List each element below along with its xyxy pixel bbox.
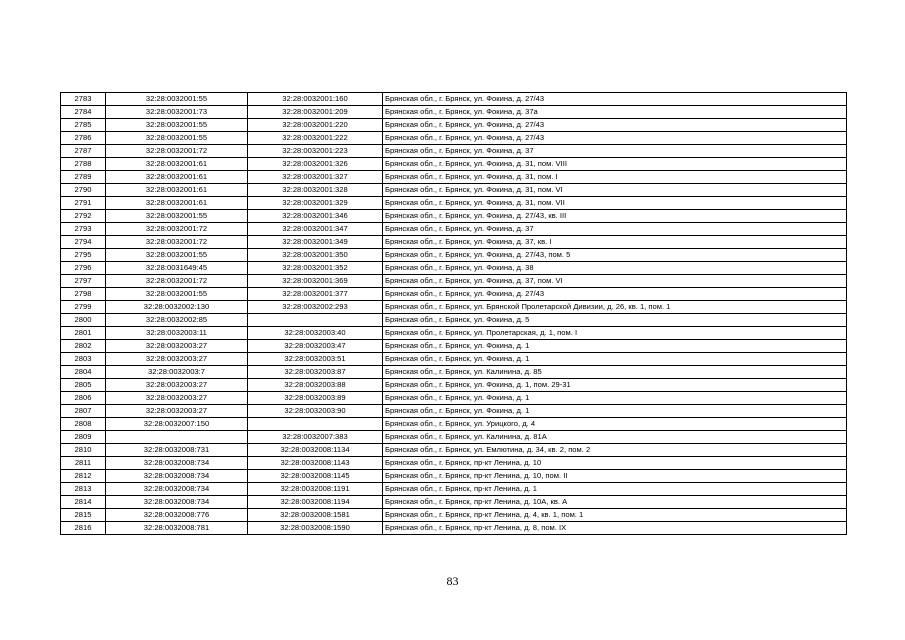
parcel-cadastral-number-cell: 32:28:0032001:61: [106, 158, 248, 171]
row-number-cell: 2814: [61, 496, 106, 509]
object-cadastral-number-cell: 32:28:0032001:328: [248, 184, 383, 197]
row-number-cell: 2798: [61, 288, 106, 301]
address-cell: Брянская обл., г. Брянск, ул. Фокина, д. 27/43, пом. 5: [383, 249, 847, 262]
row-number-cell: 2799: [61, 301, 106, 314]
table-row: [61, 249, 847, 262]
object-cadastral-number-cell: 32:28:0032001:369: [248, 275, 383, 288]
row-number-cell: 2806: [61, 392, 106, 405]
row-number-cell: 2804: [61, 366, 106, 379]
row-number-cell: 2784: [61, 106, 106, 119]
address-cell: Брянская обл., г. Брянск, ул. Фокина, д. 1: [383, 392, 847, 405]
address-cell: Брянская обл., г. Брянск, ул. Фокина, д. 31, пом. VI: [383, 184, 847, 197]
address-cell: Брянская обл., г. Брянск, ул. Фокина, д. 38: [383, 262, 847, 275]
row-number-cell: 2783: [61, 93, 106, 106]
parcel-cadastral-number-cell: 32:28:0032008:734: [106, 470, 248, 483]
row-number-cell: 2802: [61, 340, 106, 353]
object-cadastral-number-cell: 32:28:0032007:383: [248, 431, 383, 444]
address-cell: Брянская обл., г. Брянск, ул. Фокина, д. 37, кв. I: [383, 236, 847, 249]
address-cell: Брянская обл., г. Брянск, ул. Фокина, д. 37, пом. VI: [383, 275, 847, 288]
address-cell: Брянская обл., г. Брянск, ул. Фокина, д. 37: [383, 223, 847, 236]
object-cadastral-number-cell: 32:28:0032008:1143: [248, 457, 383, 470]
table-row: [61, 171, 847, 184]
parcel-cadastral-number-cell: 32:28:0032001:61: [106, 171, 248, 184]
object-cadastral-number-cell: 32:28:0032001:160: [248, 93, 383, 106]
parcel-cadastral-number-cell: 32:28:0032003:27: [106, 392, 248, 405]
row-number-cell: 2787: [61, 145, 106, 158]
table-row: [61, 132, 847, 145]
parcel-cadastral-number-cell: 32:28:0032001:61: [106, 184, 248, 197]
table-row: [61, 262, 847, 275]
row-number-cell: 2800: [61, 314, 106, 327]
object-cadastral-number-cell: [248, 418, 383, 431]
row-number-cell: 2786: [61, 132, 106, 145]
object-cadastral-number-cell: 32:28:0032008:1145: [248, 470, 383, 483]
table-row: [61, 93, 847, 106]
table-row: [61, 236, 847, 249]
table-row: [61, 275, 847, 288]
object-cadastral-number-cell: 32:28:0032008:1590: [248, 522, 383, 535]
row-number-cell: 2791: [61, 197, 106, 210]
address-cell: Брянская обл., г. Брянск, пр-кт Ленина, д. 10А, кв. А: [383, 496, 847, 509]
parcel-cadastral-number-cell: 32:28:0032001:72: [106, 236, 248, 249]
table-row: [61, 145, 847, 158]
object-cadastral-number-cell: 32:28:0032001:377: [248, 288, 383, 301]
parcel-cadastral-number-cell: 32:28:0032002:130: [106, 301, 248, 314]
parcel-cadastral-number-cell: 32:28:0032001:72: [106, 275, 248, 288]
parcel-cadastral-number-cell: 32:28:0032008:734: [106, 457, 248, 470]
table-row: [61, 483, 847, 496]
table-row: [61, 470, 847, 483]
object-cadastral-number-cell: 32:28:0032003:88: [248, 379, 383, 392]
table-row: [61, 366, 847, 379]
parcel-cadastral-number-cell: 32:28:0032001:55: [106, 93, 248, 106]
object-cadastral-number-cell: 32:28:0032001:346: [248, 210, 383, 223]
parcel-cadastral-number-cell: 32:28:0032003:27: [106, 340, 248, 353]
table-row: [61, 119, 847, 132]
address-cell: Брянская обл., г. Брянск, пр-кт Ленина, д. 8, пом. IX: [383, 522, 847, 535]
parcel-cadastral-number-cell: 32:28:0032003:27: [106, 353, 248, 366]
address-cell: Брянская обл., г. Брянск, ул. Фокина, д. 5: [383, 314, 847, 327]
object-cadastral-number-cell: 32:28:0032003:90: [248, 405, 383, 418]
address-cell: Брянская обл., г. Брянск, пр-кт Ленина, д. 10, пом. II: [383, 470, 847, 483]
table-row: [61, 184, 847, 197]
parcel-cadastral-number-cell: 32:28:0032001:55: [106, 210, 248, 223]
parcel-cadastral-number-cell: 32:28:0032001:61: [106, 197, 248, 210]
table-row: [61, 509, 847, 522]
object-cadastral-number-cell: 32:28:0032001:350: [248, 249, 383, 262]
address-cell: Брянская обл., г. Брянск, ул. Фокина, д. 31, пом. VII: [383, 197, 847, 210]
table-row: [61, 340, 847, 353]
parcel-cadastral-number-cell: 32:28:0031649:45: [106, 262, 248, 275]
table-row: [61, 496, 847, 509]
parcel-cadastral-number-cell: 32:28:0032003:7: [106, 366, 248, 379]
parcel-cadastral-number-cell: 32:28:0032008:776: [106, 509, 248, 522]
table-row: [61, 158, 847, 171]
row-number-cell: 2807: [61, 405, 106, 418]
row-number-cell: 2794: [61, 236, 106, 249]
object-cadastral-number-cell: 32:28:0032003:40: [248, 327, 383, 340]
address-cell: Брянская обл., г. Брянск, ул. Фокина, д. 27/43: [383, 132, 847, 145]
row-number-cell: 2793: [61, 223, 106, 236]
object-cadastral-number-cell: [248, 314, 383, 327]
parcel-cadastral-number-cell: 32:28:0032001:55: [106, 249, 248, 262]
table-row: [61, 457, 847, 470]
parcel-cadastral-number-cell: 32:28:0032007:150: [106, 418, 248, 431]
row-number-cell: 2811: [61, 457, 106, 470]
address-cell: Брянская обл., г. Брянск, ул. Фокина, д. 27/43, кв. III: [383, 210, 847, 223]
address-cell: Брянская обл., г. Брянск, ул. Брянской Пролетарской Дивизии, д. 26, кв. 1, пом. 1: [383, 301, 847, 314]
object-cadastral-number-cell: 32:28:0032001:327: [248, 171, 383, 184]
parcel-cadastral-number-cell: 32:28:0032002:85: [106, 314, 248, 327]
address-cell: Брянская обл., г. Брянск, пр-кт Ленина, д. 1: [383, 483, 847, 496]
object-cadastral-number-cell: 32:28:0032001:222: [248, 132, 383, 145]
address-cell: Брянская обл., г. Брянск, ул. Фокина, д. 27/43: [383, 119, 847, 132]
table-row: [61, 392, 847, 405]
parcel-cadastral-number-cell: 32:28:0032008:734: [106, 496, 248, 509]
object-cadastral-number-cell: 32:28:0032003:89: [248, 392, 383, 405]
row-number-cell: 2815: [61, 509, 106, 522]
address-cell: Брянская обл., г. Брянск, ул. Фокина, д. 31, пом. VIII: [383, 158, 847, 171]
registry-table-body: [61, 93, 847, 535]
object-cadastral-number-cell: 32:28:0032003:51: [248, 353, 383, 366]
object-cadastral-number-cell: 32:28:0032001:223: [248, 145, 383, 158]
table-row: [61, 444, 847, 457]
parcel-cadastral-number-cell: 32:28:0032001:72: [106, 145, 248, 158]
address-cell: Брянская обл., г. Брянск, ул. Пролетарская, д. 1, пом. I: [383, 327, 847, 340]
parcel-cadastral-number-cell: 32:28:0032008:781: [106, 522, 248, 535]
object-cadastral-number-cell: 32:28:0032003:47: [248, 340, 383, 353]
object-cadastral-number-cell: 32:28:0032001:220: [248, 119, 383, 132]
object-cadastral-number-cell: 32:28:0032001:209: [248, 106, 383, 119]
row-number-cell: 2812: [61, 470, 106, 483]
parcel-cadastral-number-cell: 32:28:0032008:731: [106, 444, 248, 457]
row-number-cell: 2803: [61, 353, 106, 366]
object-cadastral-number-cell: 32:28:0032001:326: [248, 158, 383, 171]
page-number: 83: [446, 574, 459, 588]
row-number-cell: 2795: [61, 249, 106, 262]
address-cell: Брянская обл., г. Брянск, ул. Фокина, д. 1: [383, 353, 847, 366]
row-number-cell: 2785: [61, 119, 106, 132]
parcel-cadastral-number-cell: 32:28:0032001:55: [106, 119, 248, 132]
row-number-cell: 2792: [61, 210, 106, 223]
object-cadastral-number-cell: 32:28:0032001:347: [248, 223, 383, 236]
object-cadastral-number-cell: 32:28:0032001:329: [248, 197, 383, 210]
table-row: [61, 431, 847, 444]
object-cadastral-number-cell: 32:28:0032008:1194: [248, 496, 383, 509]
object-cadastral-number-cell: 32:28:0032008:1134: [248, 444, 383, 457]
object-cadastral-number-cell: 32:28:0032003:87: [248, 366, 383, 379]
table-row: [61, 327, 847, 340]
table-row: [61, 106, 847, 119]
row-number-cell: 2789: [61, 171, 106, 184]
table-row: [61, 379, 847, 392]
address-cell: Брянская обл., г. Брянск, ул. Фокина, д. 1: [383, 340, 847, 353]
table-row: [61, 522, 847, 535]
row-number-cell: 2801: [61, 327, 106, 340]
address-cell: Брянская обл., г. Брянск, ул. Урицкого, д. 4: [383, 418, 847, 431]
address-cell: Брянская обл., г. Брянск, ул. Калинина, д. 85: [383, 366, 847, 379]
address-cell: Брянская обл., г. Брянск, ул. Фокина, д. 37: [383, 145, 847, 158]
row-number-cell: 2816: [61, 522, 106, 535]
parcel-cadastral-number-cell: 32:28:0032003:11: [106, 327, 248, 340]
parcel-cadastral-number-cell: 32:28:0032001:73: [106, 106, 248, 119]
address-cell: Брянская обл., г. Брянск, ул. Фокина, д. 27/43: [383, 93, 847, 106]
row-number-cell: 2796: [61, 262, 106, 275]
table-row: [61, 353, 847, 366]
row-number-cell: 2788: [61, 158, 106, 171]
address-cell: Брянская обл., г. Брянск, ул. Фокина, д. 1, пом. 29-31: [383, 379, 847, 392]
object-cadastral-number-cell: 32:28:0032001:352: [248, 262, 383, 275]
parcel-cadastral-number-cell: 32:28:0032003:27: [106, 405, 248, 418]
registry-table: [60, 92, 847, 535]
row-number-cell: 2808: [61, 418, 106, 431]
table-row: [61, 314, 847, 327]
row-number-cell: 2810: [61, 444, 106, 457]
parcel-cadastral-number-cell: [106, 431, 248, 444]
parcel-cadastral-number-cell: 32:28:0032003:27: [106, 379, 248, 392]
address-cell: Брянская обл., г. Брянск, ул. Калинина, д. 81А: [383, 431, 847, 444]
row-number-cell: 2809: [61, 431, 106, 444]
table-row: [61, 405, 847, 418]
address-cell: Брянская обл., г. Брянск, ул. Емлютина, д. 34, кв. 2, пом. 2: [383, 444, 847, 457]
object-cadastral-number-cell: 32:28:0032001:349: [248, 236, 383, 249]
parcel-cadastral-number-cell: 32:28:0032001:72: [106, 223, 248, 236]
parcel-cadastral-number-cell: 32:28:0032001:55: [106, 132, 248, 145]
object-cadastral-number-cell: 32:28:0032008:1191: [248, 483, 383, 496]
object-cadastral-number-cell: 32:28:0032002:293: [248, 301, 383, 314]
address-cell: Брянская обл., г. Брянск, пр-кт Ленина, д. 10: [383, 457, 847, 470]
address-cell: Брянская обл., г. Брянск, пр-кт Ленина, д. 4, кв. 1, пом. 1: [383, 509, 847, 522]
row-number-cell: 2790: [61, 184, 106, 197]
row-number-cell: 2805: [61, 379, 106, 392]
parcel-cadastral-number-cell: 32:28:0032001:55: [106, 288, 248, 301]
address-cell: Брянская обл., г. Брянск, ул. Фокина, д. 37а: [383, 106, 847, 119]
table-row: [61, 197, 847, 210]
address-cell: Брянская обл., г. Брянск, ул. Фокина, д. 31, пом. I: [383, 171, 847, 184]
address-cell: Брянская обл., г. Брянск, ул. Фокина, д. 1: [383, 405, 847, 418]
address-cell: Брянская обл., г. Брянск, ул. Фокина, д. 27/43: [383, 288, 847, 301]
parcel-cadastral-number-cell: 32:28:0032008:734: [106, 483, 248, 496]
table-row: [61, 210, 847, 223]
table-row: [61, 418, 847, 431]
table-row: [61, 301, 847, 314]
object-cadastral-number-cell: 32:28:0032008:1581: [248, 509, 383, 522]
table-row: [61, 288, 847, 301]
table-row: [61, 223, 847, 236]
row-number-cell: 2813: [61, 483, 106, 496]
row-number-cell: 2797: [61, 275, 106, 288]
